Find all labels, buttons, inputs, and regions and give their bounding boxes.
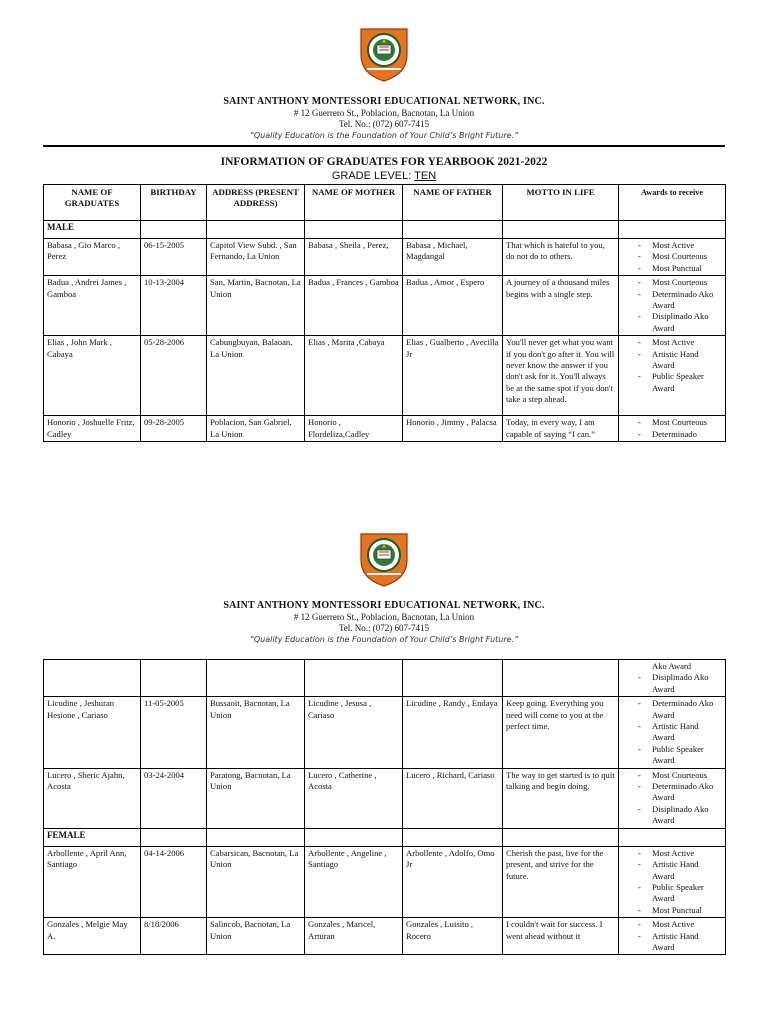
cell-motto: Cherish the past, live for the present, and strive for the future. xyxy=(503,846,619,917)
school-header xyxy=(0,96,768,141)
col-header-address: ADDRESS (PRESENT ADDRESS) xyxy=(207,185,305,221)
award-item: - Most Courteous xyxy=(622,770,722,781)
cell-name: Elias , John Mark , Cabaya xyxy=(44,336,141,416)
cell-awards xyxy=(619,416,726,442)
award-item: - Public Speaker Award xyxy=(622,744,722,767)
award-item: - Most Punctual xyxy=(622,263,722,274)
award-item: - Most Courteous xyxy=(622,277,722,288)
cell-father: Elias , Gualberto , Avecilla Jr xyxy=(403,336,503,416)
table-row xyxy=(44,416,726,442)
award-item: - Most Active xyxy=(622,337,722,348)
table-row xyxy=(44,239,726,276)
cell-mother: Arbollente , Angeline , Santiago xyxy=(305,846,403,917)
cell-awards xyxy=(619,336,726,416)
school-name: SAINT ANTHONY MONTESSORI EDUCATIONAL NETWORK, INC. xyxy=(223,600,545,611)
award-item: - Public Speaker Award xyxy=(622,882,722,905)
cell-motto: A journey of a thousand miles begins with a single step. xyxy=(503,276,619,336)
school-phone: Tel. No.: (072) 607-7415 xyxy=(338,623,430,633)
col-header-name: NAME OF GRADUATES xyxy=(44,185,141,221)
table-row xyxy=(44,846,726,917)
section-label-male: MALE xyxy=(44,221,141,239)
table-row xyxy=(44,918,726,955)
school-address: # 12 Guerrero St., Poblacion, Bacnotan, La Union xyxy=(293,108,475,118)
school-header xyxy=(0,600,768,645)
table-row xyxy=(44,697,726,768)
award-item: - Most Courteous xyxy=(622,417,722,428)
graduates-table-page-2 xyxy=(43,659,726,955)
grade-level-value: TEN xyxy=(414,170,437,182)
cell-address: San, Martin, Bacnotan, La Union xyxy=(207,276,305,336)
school-name: SAINT ANTHONY MONTESSORI EDUCATIONAL NETWORK, INC. xyxy=(223,96,545,107)
cell-birthday: 04-14-2006 xyxy=(141,846,207,917)
award-item-continued: Ako Award xyxy=(652,661,692,671)
award-item: - Disiplinado Ako Award xyxy=(622,804,722,827)
cell-awards xyxy=(619,846,726,917)
award-item: - Determinado Ako Award xyxy=(622,781,722,804)
cell-father: Gonzales , Luisito , Rocero xyxy=(403,918,503,955)
award-item: - Most Active xyxy=(622,919,722,930)
school-logo xyxy=(355,25,413,83)
cell-motto: The way to get started is to quit talking and begin doing. xyxy=(503,768,619,828)
cell-awards xyxy=(619,239,726,276)
cell-motto: I couldn't wait for success. I went ahead without it xyxy=(503,918,619,955)
cell-mother: Babasa , Sheila , Perez, xyxy=(305,239,403,276)
col-header-motto: MOTTO IN LIFE xyxy=(503,185,619,221)
graduates-table-page-1 xyxy=(43,184,726,442)
cell-father: Honorio , Jimmy , Palacsa xyxy=(403,416,503,442)
col-header-awards: Awards to receive xyxy=(619,185,726,221)
cell-address: Paratong, Bacnotan, La Union xyxy=(207,768,305,828)
col-header-father: NAME OF FATHER xyxy=(403,185,503,221)
cell-address: Capitol View Subd. , San Fernando, La Union xyxy=(207,239,305,276)
document-title: INFORMATION OF GRADUATES FOR YEARBOOK 2021-2022 xyxy=(220,156,548,168)
cell-mother: Badua , Frances , Gamboa xyxy=(305,276,403,336)
col-header-birthday: BIRTHDAY xyxy=(141,185,207,221)
grade-level xyxy=(0,170,768,183)
cell-name: Babasa , Gio Marco , Perez xyxy=(44,239,141,276)
award-item: - Disiplinado Ako Award xyxy=(622,311,722,334)
table-row xyxy=(44,768,726,828)
award-item: - Most Active xyxy=(622,240,722,251)
cell-birthday: 09-28-2005 xyxy=(141,416,207,442)
cell-name: Lucero , Sheric Ajahn, Acosta xyxy=(44,768,141,828)
cell-mother: Lucero , Catherine , Acosta xyxy=(305,768,403,828)
cell-mother: Licudine , Jesusa , Cariaso xyxy=(305,697,403,768)
cell-address: Poblacion, San Gabriel, La Union xyxy=(207,416,305,442)
cell-awards xyxy=(619,276,726,336)
cell-birthday: 8/18/2006 xyxy=(141,918,207,955)
grade-level-label: GRADE LEVEL: xyxy=(331,170,412,182)
cell-name: Honorio , Joshuelle Fritz, Cadley xyxy=(44,416,141,442)
cell-father: Badua , Amor , Espero xyxy=(403,276,503,336)
cell-awards xyxy=(619,768,726,828)
award-item: - Disiplinado Ako Award xyxy=(622,672,722,695)
award-item: - Most Courteous xyxy=(622,251,722,262)
cell-address: Bussaoit, Bacnotan, La Union xyxy=(207,697,305,768)
award-item: - Artistic Hand Award xyxy=(622,349,722,372)
cell-father: Babasa , Michael, Magdangal xyxy=(403,239,503,276)
cell-birthday: 03-24-2004 xyxy=(141,768,207,828)
award-item: - Determinado Ako Award xyxy=(622,698,722,721)
school-address: # 12 Guerrero St., Poblacion, Bacnotan, La Union xyxy=(293,612,475,622)
cell-motto: Keep going. Everything you need will come to you at the perfect time. xyxy=(503,697,619,768)
cell-address: Cabungbuyan, Balaoan, La Union xyxy=(207,336,305,416)
table-row xyxy=(44,276,726,336)
header-divider xyxy=(43,145,725,147)
award-item: - Determinado Ako Award xyxy=(622,289,722,312)
award-item: - Most Active xyxy=(622,848,722,859)
cell-name: Badua , Andrei James , Gamboa xyxy=(44,276,141,336)
award-item: - Artistic Hand Award xyxy=(622,931,722,954)
award-item: - Most Punctual xyxy=(622,905,722,916)
section-label-female: FEMALE xyxy=(44,828,141,846)
cell-awards xyxy=(619,918,726,955)
award-item: - Public Speaker Award xyxy=(622,371,722,394)
table-row xyxy=(44,336,726,416)
cell-motto: You'll never get what you want if you don't go after it. You will never know the answer if you don't ask for it. You'll always be at the same spot if you don't take a step ahead. xyxy=(503,336,619,416)
school-motto: “Quality Education is the Foundation of Your Child’s Bright Future.” xyxy=(249,131,519,140)
school-logo xyxy=(355,530,413,588)
cell-father: Licudine , Randy , Endaya xyxy=(403,697,503,768)
cell-address: Cabarsican, Bacnotan, La Union xyxy=(207,846,305,917)
award-item: - Determinado xyxy=(622,429,722,440)
cell-name: Licudine , Jeshuran Hesione , Cariaso xyxy=(44,697,141,768)
cell-awards xyxy=(619,697,726,768)
cell-name: Gonzales , Melgie May A. xyxy=(44,918,141,955)
cell-mother: Elias , Marita ,Cabaya xyxy=(305,336,403,416)
cell-birthday: 11-05-2005 xyxy=(141,697,207,768)
cell-mother: Honorio , Flordeliza,Cadley xyxy=(305,416,403,442)
cell-address: Salincob, Bacnotan, La Union xyxy=(207,918,305,955)
cell-birthday: 06-15-2005 xyxy=(141,239,207,276)
award-item: - Artistic Hand Award xyxy=(622,859,722,882)
cell-birthday: 10-13-2004 xyxy=(141,276,207,336)
cell-mother: Gonzales , Maricel, Arturan xyxy=(305,918,403,955)
award-item: - Artistic Hand Award xyxy=(622,721,722,744)
cell-father: Arbollente , Adolfo, Omo Jr xyxy=(403,846,503,917)
cell-motto: That which is hateful to you, do not do to others. xyxy=(503,239,619,276)
cell-father: Lucero , Richard, Cariaso xyxy=(403,768,503,828)
col-header-mother: NAME OF MOTHER xyxy=(305,185,403,221)
cell-awards xyxy=(619,660,726,697)
school-motto: “Quality Education is the Foundation of Your Child’s Bright Future.” xyxy=(249,635,519,644)
table-row-continued xyxy=(44,660,726,697)
school-phone: Tel. No.: (072) 607-7415 xyxy=(338,119,430,129)
cell-name: Arbollente , April Ann, Santiago xyxy=(44,846,141,917)
cell-motto: Today, in every way, I am capable of saying “I can.” xyxy=(503,416,619,442)
cell-birthday: 05-28-2006 xyxy=(141,336,207,416)
